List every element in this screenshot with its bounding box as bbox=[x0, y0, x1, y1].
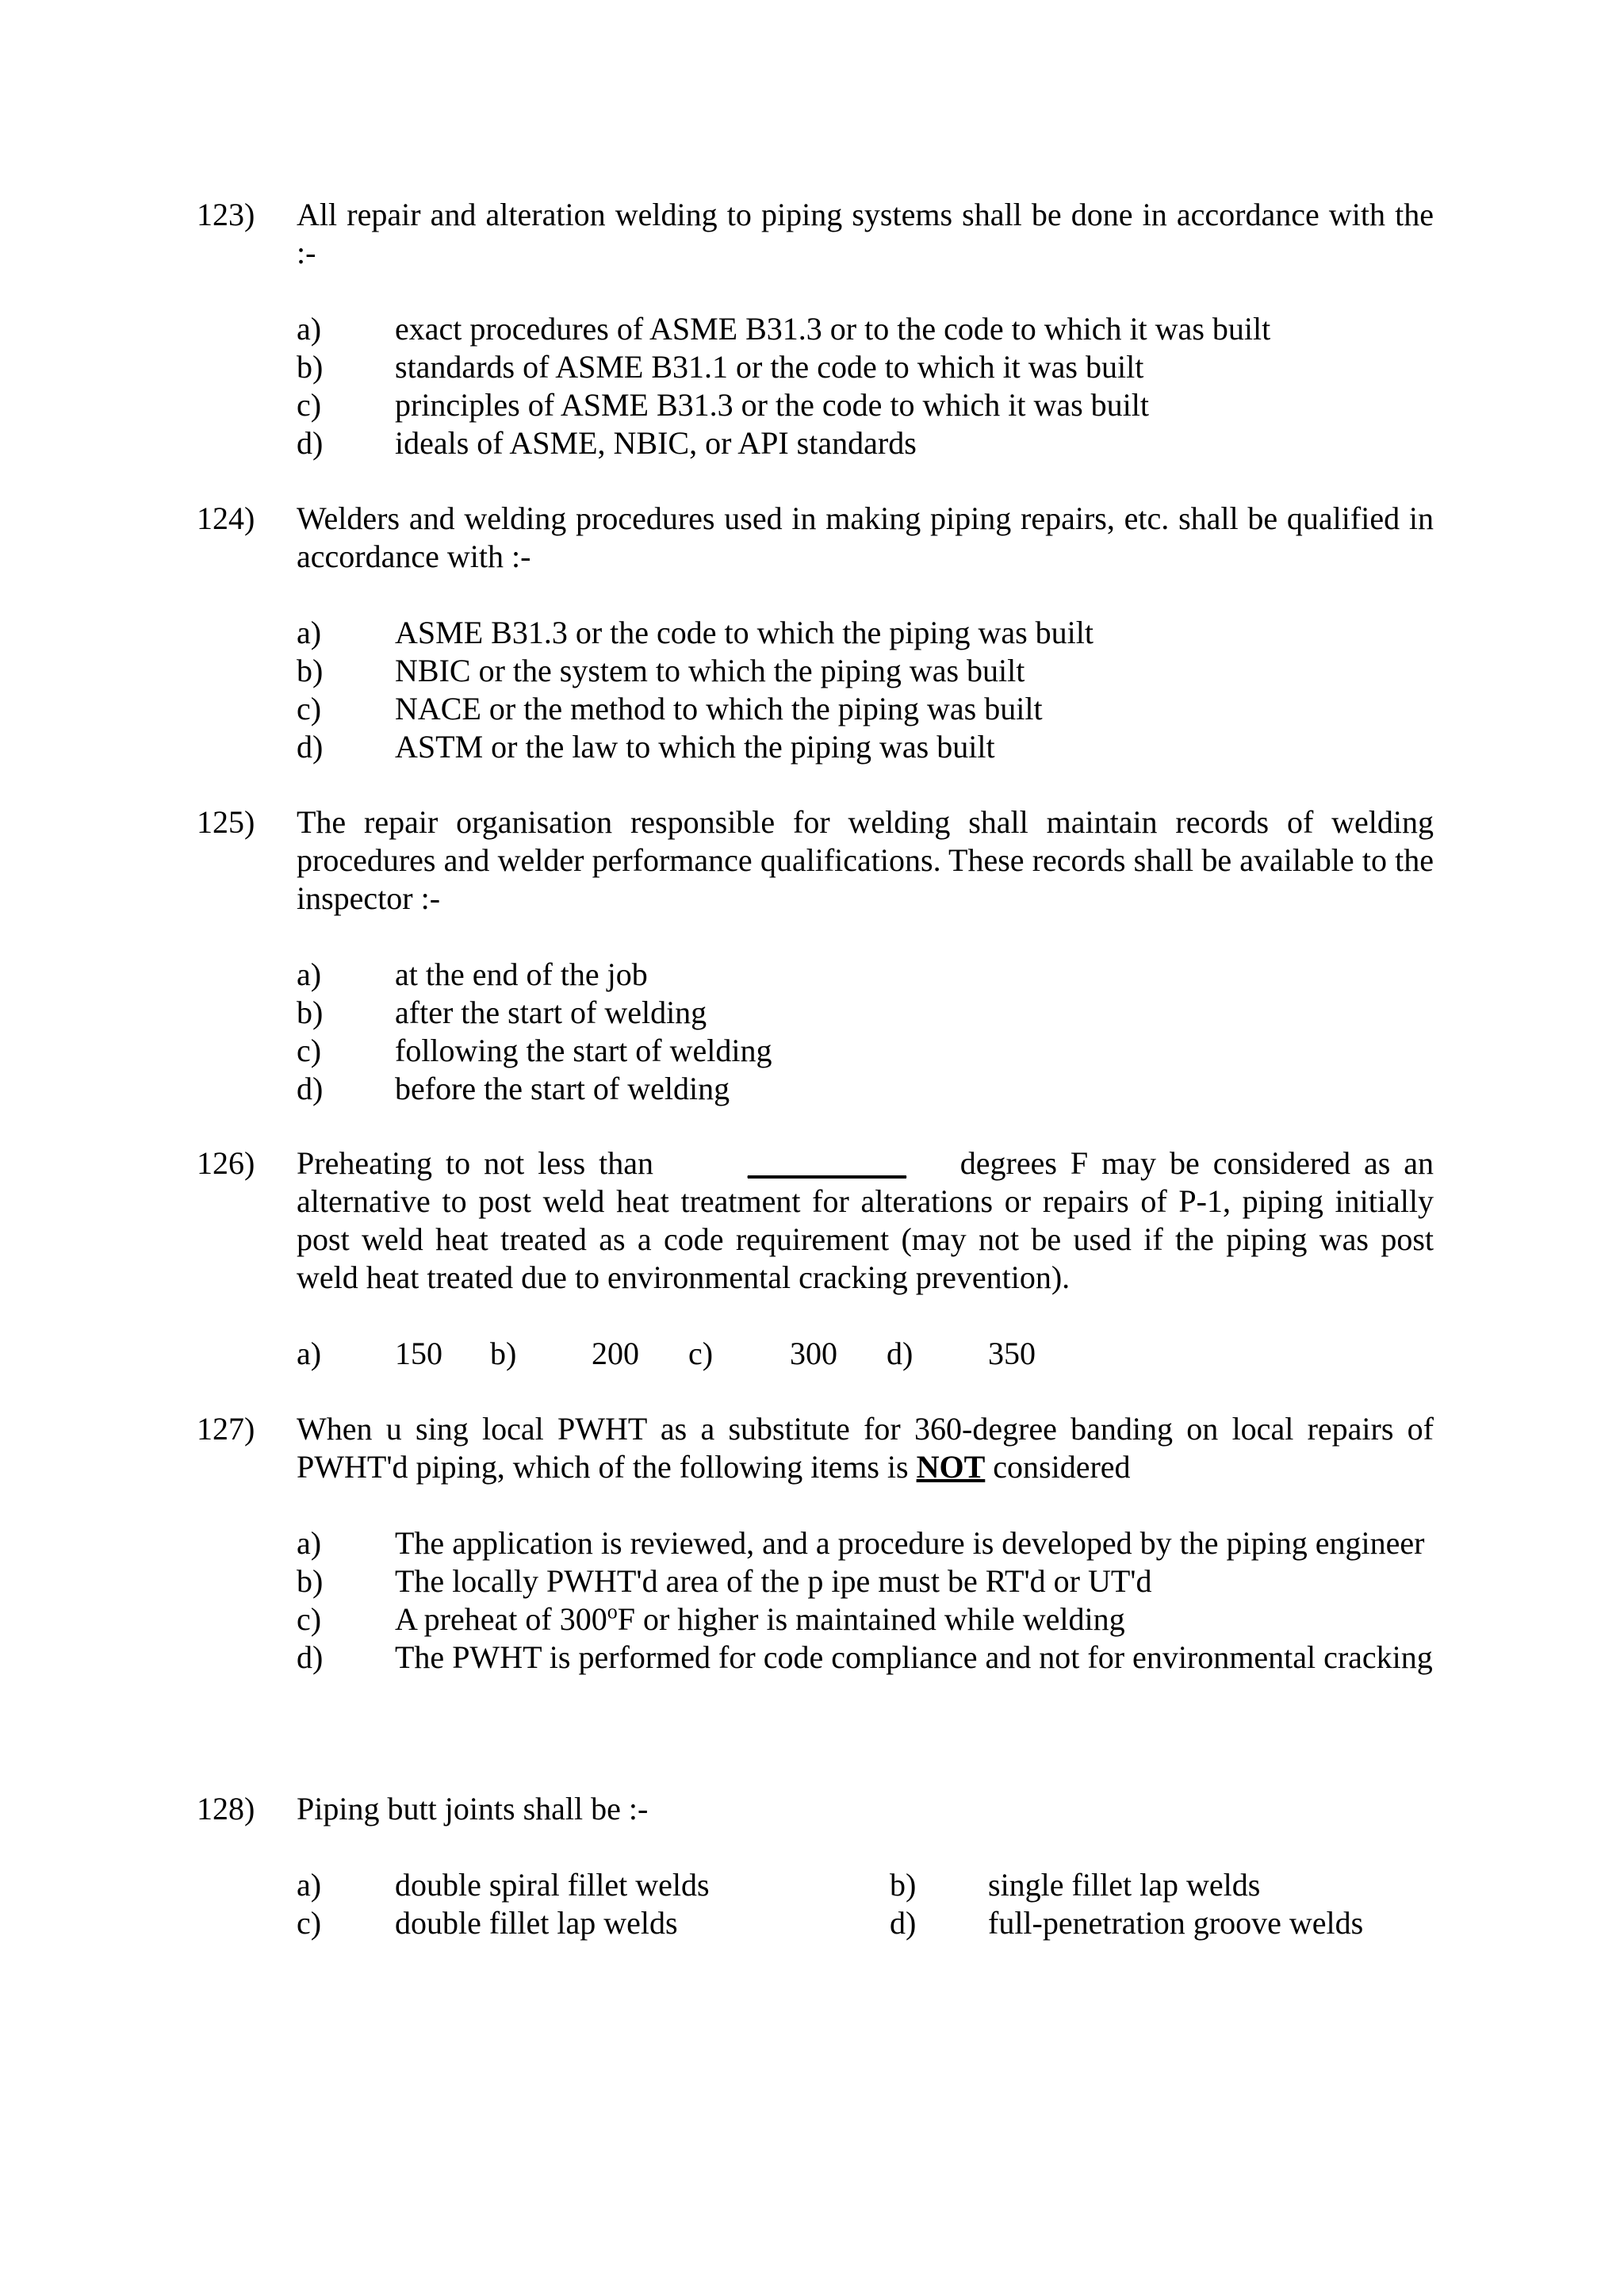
option-c-text: double fillet lap welds bbox=[395, 1905, 678, 1941]
option-text: before the start of welding bbox=[395, 1071, 730, 1106]
option-letter: c) bbox=[297, 691, 322, 726]
option-d-text: full-penetration groove welds bbox=[988, 1905, 1364, 1941]
question-number: 123) bbox=[197, 197, 255, 232]
option-letter: a) bbox=[297, 1525, 322, 1561]
option-letter: a) bbox=[297, 956, 322, 992]
question-126 bbox=[197, 1144, 1434, 1373]
option-d-letter: d) bbox=[887, 1336, 914, 1371]
options-list bbox=[297, 956, 1434, 1108]
option-d bbox=[297, 728, 1434, 766]
option-c-letter: c) bbox=[297, 1905, 322, 1941]
option-b bbox=[297, 652, 1434, 690]
option-letter: c) bbox=[297, 1601, 322, 1637]
question-number: 126) bbox=[197, 1145, 255, 1181]
option-d-text: 350 bbox=[988, 1336, 1036, 1371]
option-letter: d) bbox=[297, 1071, 324, 1106]
option-text bbox=[395, 1600, 1434, 1639]
option-text: principles of ASME B31.3 or the code to which it was built bbox=[395, 387, 1149, 423]
question-text: The repair organisation responsible for welding shall maintain records of welding procedures and welder performance qualifications. These records shall be available to the inspector :- bbox=[297, 804, 1434, 916]
option-text: after the start of welding bbox=[395, 995, 707, 1030]
question-text bbox=[297, 1410, 1434, 1486]
option-text: ideals of ASME, NBIC, or API standards bbox=[395, 425, 917, 461]
option-d bbox=[297, 1639, 1434, 1677]
degree-superscript: o bbox=[607, 1600, 618, 1623]
question-text: Piping butt joints shall be :- bbox=[297, 1791, 649, 1826]
question-text: Welders and welding procedures used in making piping repairs, etc. shall be qualified in accordance with :- bbox=[297, 500, 1434, 574]
option-c bbox=[297, 690, 1434, 728]
options-list bbox=[297, 1524, 1434, 1677]
option-letter: b) bbox=[297, 653, 324, 688]
option-a bbox=[297, 614, 1434, 652]
option-text: exact procedures of ASME B31.3 or to the code to which it was built bbox=[395, 311, 1271, 347]
option-letter: d) bbox=[297, 425, 324, 461]
option-a-text: double spiral fillet welds bbox=[395, 1867, 710, 1903]
option-text: ASME B31.3 or the code to which the piping was built bbox=[395, 615, 1094, 650]
option-c-text: 300 bbox=[790, 1336, 837, 1371]
option-b-letter: b) bbox=[490, 1336, 517, 1371]
option-letter: d) bbox=[297, 729, 324, 765]
option-letter: a) bbox=[297, 311, 322, 347]
option-a-text: 150 bbox=[395, 1336, 442, 1371]
option-a-letter: a) bbox=[297, 1336, 322, 1371]
question-number: 128) bbox=[197, 1791, 255, 1826]
question-125 bbox=[197, 803, 1434, 1108]
option-c bbox=[297, 1032, 1434, 1070]
option-d bbox=[297, 424, 1434, 462]
option-text: at the end of the job bbox=[395, 956, 648, 992]
option-text: standards of ASME B31.1 or the code to which it was built bbox=[395, 349, 1144, 385]
option-letter: b) bbox=[297, 995, 324, 1030]
option-a-letter: a) bbox=[297, 1867, 322, 1903]
question-text bbox=[297, 1144, 1434, 1297]
option-letter: c) bbox=[297, 1033, 322, 1068]
question-124 bbox=[197, 500, 1434, 766]
question-text-start: Preheating to not less than bbox=[297, 1145, 654, 1181]
question-text-end: considered bbox=[993, 1449, 1131, 1485]
option-text: The PWHT is performed for code compliance and not for environmental cracking bbox=[395, 1639, 1433, 1675]
fill-in-blank: __________ bbox=[747, 1145, 906, 1181]
option-text: The locally PWHT'd area of the p ipe must be RT'd or UT'd bbox=[395, 1563, 1152, 1599]
option-c-letter: c) bbox=[688, 1336, 714, 1371]
options-list bbox=[297, 614, 1434, 766]
question-number: 127) bbox=[197, 1411, 255, 1447]
option-letter: c) bbox=[297, 387, 322, 423]
question-127 bbox=[197, 1410, 1434, 1677]
question-text-end: degrees F may be considered as an alternative to post weld heat treatment for alterations or repairs of P-1, piping initially post weld heat treated as a code requirement (may not be used if the piping was post weld heat treated due to environmental cracking prevention). bbox=[297, 1145, 1434, 1295]
option-b-text: single fillet lap welds bbox=[988, 1867, 1261, 1903]
option-b-letter: b) bbox=[890, 1867, 917, 1903]
option-text: following the start of welding bbox=[395, 1033, 772, 1068]
option-c bbox=[297, 386, 1434, 424]
option-b bbox=[297, 348, 1434, 386]
question-text: All repair and alteration welding to piping systems shall be done in accordance with the :- bbox=[297, 197, 1434, 270]
option-text: ASTM or the law to which the piping was built bbox=[395, 729, 995, 765]
option-b bbox=[297, 1562, 1434, 1600]
options-row bbox=[297, 1335, 1434, 1373]
option-c bbox=[297, 1600, 1434, 1639]
option-text: NACE or the method to which the piping was built bbox=[395, 691, 1043, 726]
option-d-letter: d) bbox=[890, 1905, 917, 1941]
question-number: 125) bbox=[197, 804, 255, 840]
question-text-start: When u sing local PWHT as a substitute for 360-degree banding on local repairs of PWHT'd piping, which of the following items is bbox=[297, 1411, 1434, 1485]
option-text-end: F or higher is maintained while welding bbox=[617, 1601, 1125, 1637]
question-number: 124) bbox=[197, 500, 255, 536]
option-letter: b) bbox=[297, 349, 324, 385]
question-123 bbox=[197, 196, 1434, 462]
option-letter: b) bbox=[297, 1563, 324, 1599]
question-128 bbox=[197, 1790, 1434, 1942]
option-letter: d) bbox=[297, 1639, 324, 1675]
option-text: NBIC or the system to which the piping was built bbox=[395, 653, 1025, 688]
option-letter: a) bbox=[297, 615, 322, 650]
option-b bbox=[297, 994, 1434, 1032]
emphasis-not: NOT bbox=[916, 1449, 986, 1485]
options-grid bbox=[297, 1866, 1434, 1942]
option-text: The application is reviewed, and a procedure is developed by the piping engineer bbox=[395, 1525, 1425, 1561]
option-b-text: 200 bbox=[592, 1336, 639, 1371]
option-a bbox=[297, 310, 1434, 348]
option-a bbox=[297, 956, 1434, 994]
option-text-start: A preheat of 300 bbox=[395, 1601, 607, 1637]
option-a bbox=[297, 1524, 1434, 1562]
option-d bbox=[297, 1070, 1434, 1108]
options-list bbox=[297, 310, 1434, 462]
